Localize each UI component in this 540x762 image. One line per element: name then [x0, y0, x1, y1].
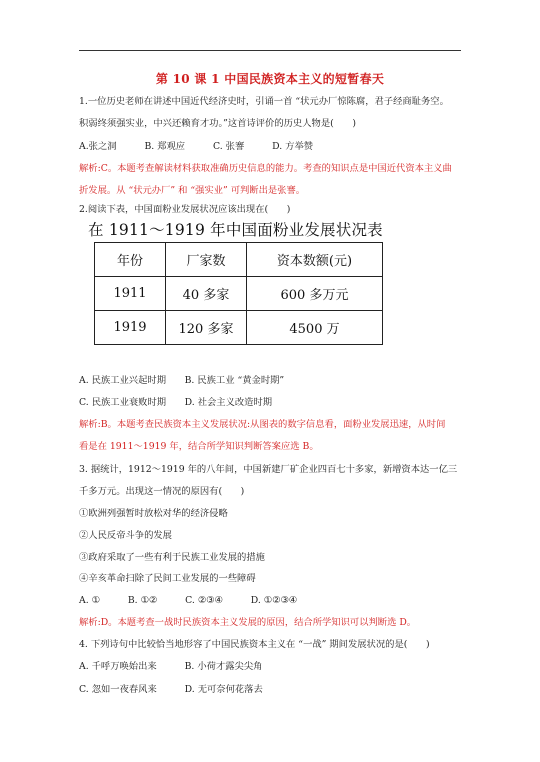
q1-analysis-line-2: 折发展。从 “状元办厂” 和 “强实业” 可判断出是张謇。 [79, 185, 306, 196]
table-cell: 1911 [95, 277, 166, 311]
q3-item-1: ①欧洲列强暂时放松对华的经济侵略 [79, 508, 228, 519]
table-row [95, 311, 383, 345]
table-cell: 4500 万 [247, 311, 383, 345]
q2-options-cd: C. 民族工业衰败时期 D. 社会主义改造时期 [79, 397, 273, 408]
q2-analysis-line-2: 看是在 1911～1919 年，结合所学知识判断答案应选 B。 [79, 441, 319, 452]
q3-options: A. ① B. ①② C. ②③④ D. ①②③④ [79, 595, 298, 606]
table-title: 在 1911～1919 年中国面粉业发展状况表 [88, 221, 383, 239]
table-cell: 120 多家 [166, 311, 247, 345]
q1-stem-line-2: 积弱终须强实业，中兴还赖育才功。”这首诗评价的历史人物是( ) [79, 118, 356, 129]
q2-analysis-line-1: 解析:B。本题考查民族资本主义发展状况:从图表的数字信息看，面粉业发展迅速，从时间 [79, 419, 446, 430]
q1-options: A.张之洞 B. 郑观应 C. 张謇 D. 方举赞 [79, 141, 314, 152]
flour-industry-table [94, 242, 383, 345]
table-row [95, 277, 383, 311]
header-capital: 资本数额(元) [247, 243, 383, 277]
q3-item-4: ④辛亥革命扫除了民间工业发展的一些障碍 [79, 573, 256, 584]
q4-options-cd: C. 忽如一夜春风来 D. 无可奈何花落去 [79, 684, 263, 695]
q2-options-ab: A. 民族工业兴起时期 B. 民族工业 “黄金时期” [79, 375, 285, 386]
q4-options-ab: A. 千呼万唤始出来 B. 小荷才露尖尖角 [79, 661, 263, 672]
header-year: 年份 [95, 243, 166, 277]
q3-analysis: 解析:D。本题考查一战时民族资本主义发展的原因，结合所学知识可以判断选 D。 [79, 617, 417, 628]
q4-stem: 4. 下列诗句中比较恰当地形容了中国民族资本主义在 “一战” 期间发展状况的是( ) [79, 639, 430, 650]
q3-item-2: ②人民反帝斗争的发展 [79, 530, 172, 541]
q3-stem-line-2: 千多万元。出现这一情况的原因有( ) [79, 486, 245, 497]
table-cell: 40 多家 [166, 277, 247, 311]
header-factories: 厂家数 [166, 243, 247, 277]
q1-analysis-line-1: 解析:C。本题考查解读材料获取准确历史信息的能力。考查的知识点是中国近代资本主义曲 [79, 163, 452, 174]
table-cell: 600 多万元 [247, 277, 383, 311]
q3-item-3: ③政府采取了一些有利于民族工业发展的措施 [79, 552, 265, 563]
q1-stem-line-1: 1.一位历史老师在讲述中国近代经济史时，引诵一首 “状元办厂惊陈腐，君子经商耻务空。 [79, 96, 449, 107]
q3-stem-line-1: 3. 据统计，1912～1919 年的八年间，中国新建厂矿企业四百七十多家，新增资本达一亿三 [79, 464, 458, 475]
table-cell: 1919 [95, 311, 166, 345]
q2-stem: 2.阅读下表，中国面粉业发展状况应该出现在( ) [79, 204, 291, 215]
header-rule [79, 50, 461, 51]
lesson-title: 第 10 课 1 中国民族资本主义的短暂春天 [155, 72, 385, 86]
table-header-row [95, 243, 383, 277]
